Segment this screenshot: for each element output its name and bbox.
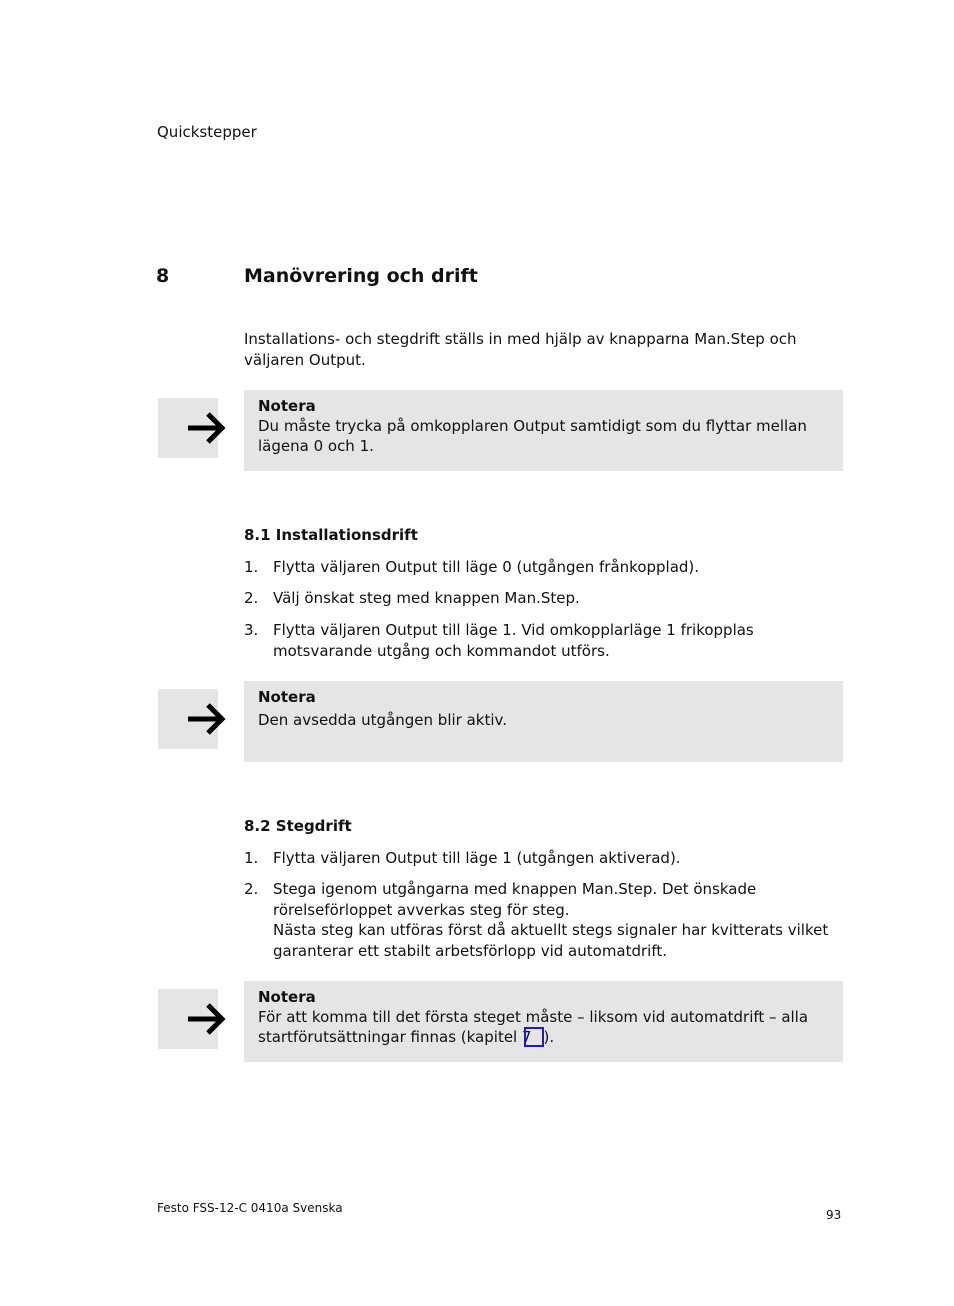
chapter-number: 8 (156, 265, 170, 287)
note-title: Notera (258, 688, 316, 706)
page-number: 93 (826, 1208, 842, 1222)
section-heading: 8.1 Installationsdrift (244, 526, 418, 544)
note-title: Notera (258, 988, 316, 1006)
intro-paragraph: Installations- och stegdrift ställs in med hjälp av knapparna Man.Step och väljaren Output. (244, 330, 797, 369)
list-text: Flytta väljaren Output till läge 0 (utgången frånkopplad). (273, 558, 700, 576)
list-text: Flytta väljaren Output till läge 1 (utgången aktiverad). (273, 849, 681, 867)
arrow-right-icon (186, 999, 230, 1039)
running-header: Quickstepper (157, 123, 257, 141)
list-number: 1. (244, 849, 259, 867)
note-box (244, 390, 843, 471)
note-icon-box (158, 989, 218, 1049)
list-number: 2. (244, 880, 259, 898)
section-heading: 8.2 Stegdrift (244, 817, 352, 835)
note-icon-box (158, 689, 218, 749)
note-text (258, 1007, 828, 1047)
note-box (244, 681, 843, 762)
footer-doc-id: Festo FSS-12-C 0410a Svenska (157, 1201, 343, 1215)
note-icon-box (158, 398, 218, 458)
list-text: Flytta väljaren Output till läge 1. Vid omkopplarläge 1 frikopplas motsvarande utgång och kommandot utförs. (273, 621, 754, 660)
arrow-right-icon (186, 699, 230, 739)
note-text-main: För att komma till det första steget måste – liksom vid automatdrift – alla startförutsättningar finnas (kapitel 7 (258, 1008, 809, 1046)
list-item (244, 879, 844, 961)
note-title: Notera (258, 397, 316, 415)
list-item (244, 620, 844, 662)
list-text: Stega igenom utgångarna med knappen Man.Step. Det önskade rörelseförloppet avverkas steg för steg. (273, 880, 757, 919)
list-text-continuation: Nästa steg kan utföras först då aktuellt stegs signaler har kvitterats vilket garanterar ett stabilt arbetsförlopp vid automatdrift. (273, 921, 829, 960)
chapter-link[interactable] (524, 1027, 544, 1047)
list-number: 1. (244, 558, 259, 576)
list-number: 2. (244, 589, 259, 607)
note-text-end: ). (543, 1028, 555, 1046)
arrow-right-icon (186, 408, 230, 448)
list-item (244, 848, 844, 869)
note-box (244, 981, 843, 1062)
list-item (244, 588, 844, 609)
chapter-title: Manövrering och drift (244, 265, 478, 287)
list-number: 3. (244, 621, 259, 639)
list-text: Välj önskat steg med knappen Man.Step. (273, 589, 580, 607)
list-item (244, 557, 844, 578)
note-text: Du måste trycka på omkopplaren Output samtidigt som du flyttar mellan lägena 0 och 1. (258, 417, 807, 455)
note-text: Den avsedda utgången blir aktiv. (258, 711, 508, 729)
